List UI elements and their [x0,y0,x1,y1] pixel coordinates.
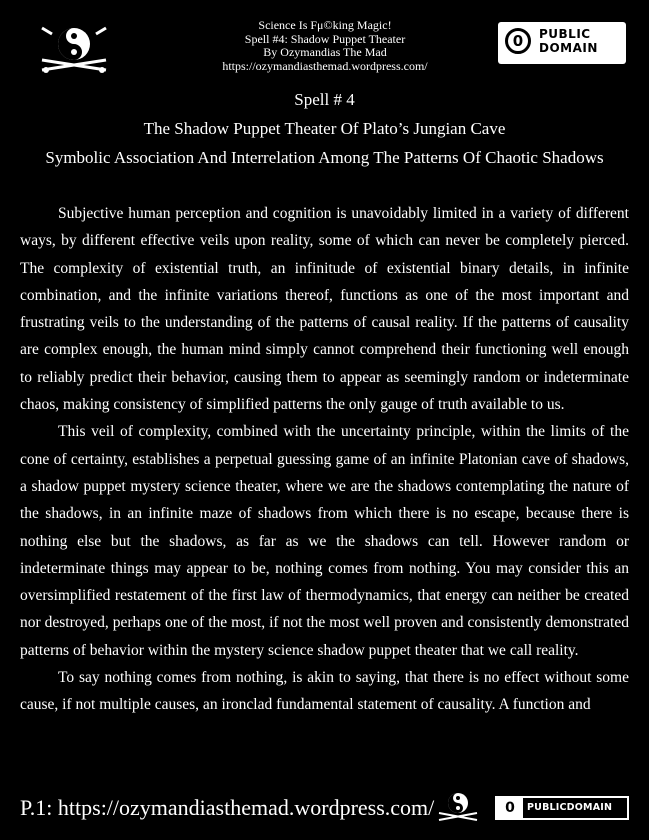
site-url: https://ozymandiasthemad.wordpress.com/ [222,58,428,73]
author-line: By Ozymandias The Mad [263,45,387,59]
title-block [0,89,649,176]
site-title: Science Is Fμ©king Magic! [258,18,392,32]
page-title: The Shadow Puppet Theater Of Plato’s Jungian Cave [143,119,506,138]
public-domain-icon: 0 [497,798,523,818]
page-header [0,0,649,90]
paragraph: This veil of complexity, combined with the uncertainty principle, within the limits of the cone of certainty, establishes a perpetual guessing game of an infinite Platonian cave of shadows, a shadow puppet mystery science theater, where we are the shadows contemplating the nature of the shadows, in an infinite maze of shadows from which there is no escape, because there is nothing else but the shadows, as far as we the shadows can tell. However random or indeterminate things may appear to be, nothing comes from nothing. You may consider this an oversimplified restatement of the first law of thermodynamics, that energy can neither be created nor destroyed, perhaps one of the most, if not the most well proven and consistently demonstrated patterns of behavior within the mystery science shadow puppet theater that we call reality. [20,423,629,659]
jolly-roger-yinyang-icon [38,26,110,74]
header-info [180,19,470,73]
public-domain-icon: 0 [505,28,531,54]
spell-number: Spell # 4 [294,90,355,109]
page-subtitle: Symbolic Association And Interrelation Among The Patterns Of Chaotic Shadows [45,148,604,167]
badge-line1: PUBLIC [539,27,591,41]
footer-page-url: P.1: https://ozymandiasthemad.wordpress.com/ [20,795,435,820]
badge-line2: DOMAIN [539,41,598,55]
paragraph: Subjective human perception and cognition is unavoidably limited in a variety of different ways, by different effective veils upon reality, some of which can never be completely pierced. The complexity of existential truth, an infinitude of existential binary details, in infinite combination, and the infinite variations thereof, functions as one of the most important and frustrating veils to the understanding of the patterns of causal reality. If the patterns of causality are complex enough, the human mind simply cannot comprehend their functioning well enough to reliably predict their behavior, causing them to appear as seemingly random or indeterminate chaos, making consistency of simplified patterns the only gauge of truth available to us. [20,205,629,414]
jolly-roger-yinyang-icon [436,791,480,823]
paragraph: To say nothing comes from nothing, is akin to saying, that there is no effect without some cause, if not multiple causes, an ironclad fundamental statement of causality. A function and [20,669,629,714]
public-domain-badge [498,22,626,64]
spell-line: Spell #4: Shadow Puppet Theater [244,31,406,46]
public-domain-badge-small [495,796,629,820]
body-text [20,200,629,719]
page-footer [0,788,649,832]
badge-text: PUBLICDOMAIN [527,802,613,813]
